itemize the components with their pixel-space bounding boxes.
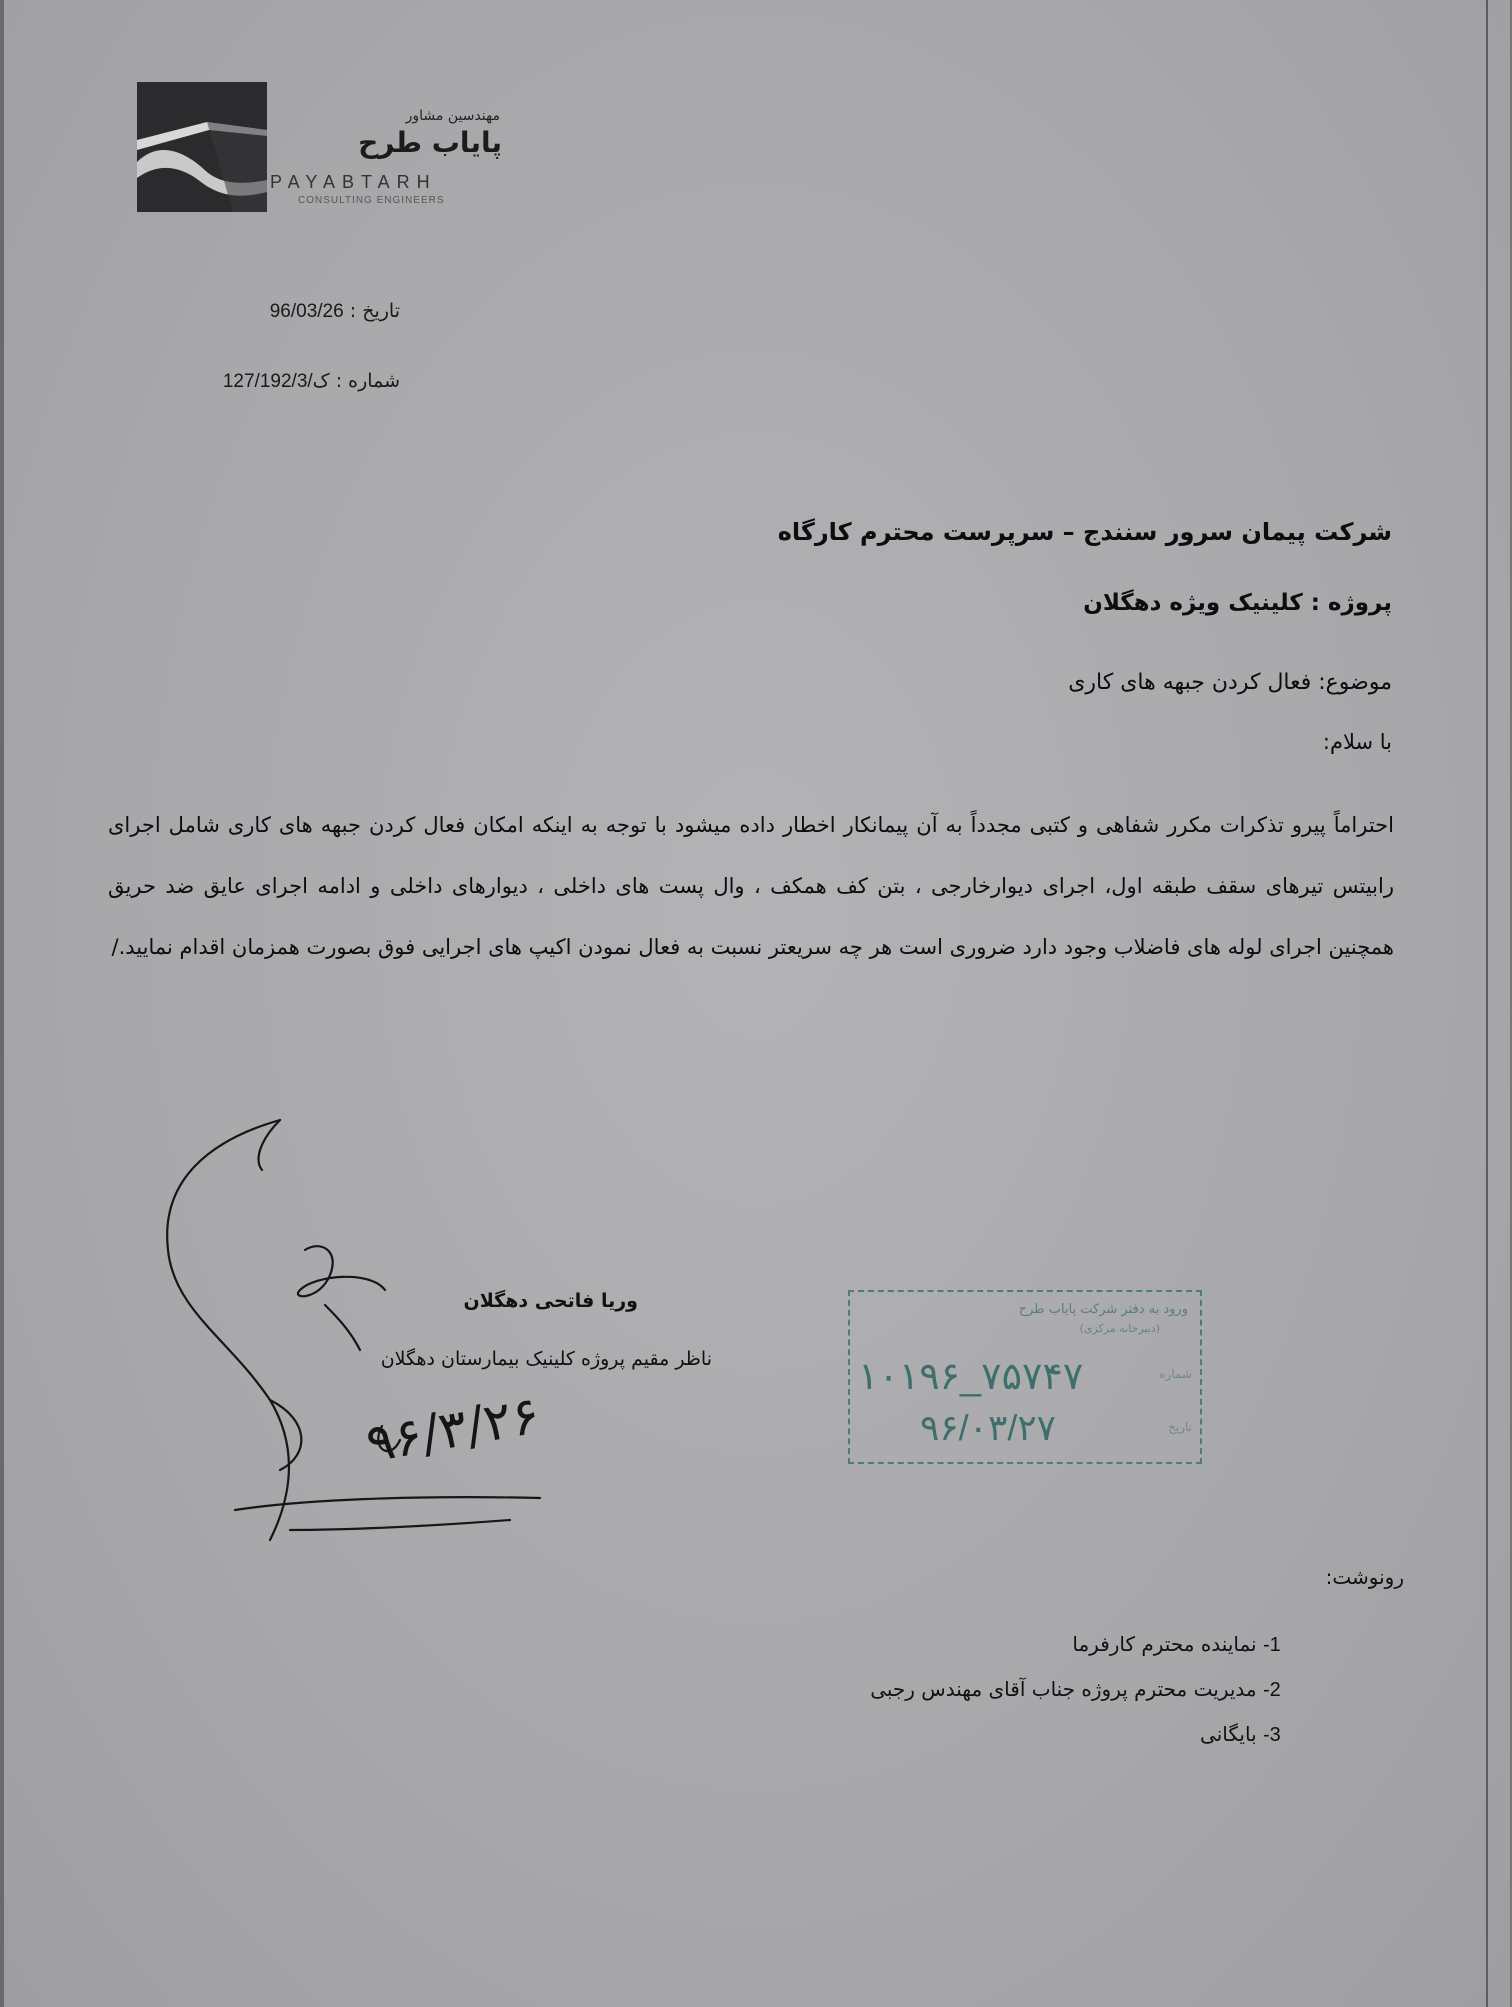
- letter-body: احتراماً پیرو تذکرات مکرر شفاهی و کتبی مجدداً به آن پیمانکار اخطار داده میشود با توجه به اینکه امکان فعال کردن جبهه های کاری شامل اجرای رابیتس تیرهای سقف طبقه اول، اجرای دیوارخارجی ، بتن کف همکف ، وال پست های داخلی ، دیوارهای داخلی و ادامه اجرای عایق ضد حریق همچنین اجرای لوله های فاضلاب وجود دارد ضروری است هر چه سریعتر نسبت به فعال نمودن اکیپ های اجرایی فوق بصورت همزمان اقدام نمایید./: [108, 813, 1394, 959]
- company-name-en: PAYABTARH: [270, 172, 437, 192]
- date-label: تاریخ :: [349, 300, 400, 322]
- number-line: [223, 370, 400, 393]
- number-label: شماره :: [335, 370, 400, 392]
- number-value: 127/ک/192/3: [222, 371, 330, 392]
- date-value: 96/03/26: [269, 301, 344, 322]
- stamp-number: ۱۰۱۹۶_۷۵۷۴۷: [858, 1356, 1084, 1398]
- subject-line: موضوع: فعال کردن جبهه های کاری: [1068, 670, 1392, 695]
- stamp-number-label: شماره: [1159, 1367, 1192, 1381]
- company-name-small: مهندسین مشاور: [405, 108, 500, 124]
- cc-item: -2 مدیریت محترم پروژه جناب آقای مهندس رجبی: [870, 1677, 1281, 1701]
- scan-edge-left: [0, 0, 4, 2007]
- logo-mark-icon: [137, 82, 267, 212]
- company-tagline-en: CONSULTING ENGINEERS: [298, 195, 445, 206]
- signatory-title: ناظر مقیم پروژه کلینیک بیمارستان دهگلان: [380, 1348, 712, 1370]
- cc-item: -1 نماینده محترم کارفرما: [1072, 1632, 1281, 1656]
- signatory-name: وریا فاتحی دهگلان: [463, 1290, 638, 1312]
- project-line: پروژه : کلینیک ویژه دهگلان: [1083, 590, 1392, 616]
- date-line: [270, 300, 400, 323]
- cc-title: رونوشت:: [1325, 1565, 1404, 1589]
- handwritten-signature: [150, 1100, 550, 1560]
- cc-item: -3 بایگانی: [1200, 1722, 1281, 1746]
- stamp-date-label: تاریخ: [1168, 1420, 1192, 1434]
- greeting: با سلام:: [1322, 730, 1392, 754]
- addressee: شرکت پیمان سرور سنندج – سرپرست محترم کارگاه: [777, 518, 1392, 546]
- stamp-subheader: (دبیرخانه مرکزی): [1079, 1322, 1160, 1335]
- company-name-fa: پایاب طرح: [358, 126, 502, 159]
- handwritten-date: ۹۶/۳/۲۶: [361, 1385, 545, 1475]
- receipt-stamp: [848, 1290, 1202, 1464]
- scan-fold-line: [1486, 0, 1488, 2007]
- stamp-header: ورود به دفتر شرکت پایاب طرح: [1018, 1302, 1188, 1317]
- stamp-date: ۹۶/۰۳/۲۷: [920, 1407, 1057, 1448]
- cc-list: [870, 1622, 1307, 1757]
- company-logo: [137, 82, 267, 212]
